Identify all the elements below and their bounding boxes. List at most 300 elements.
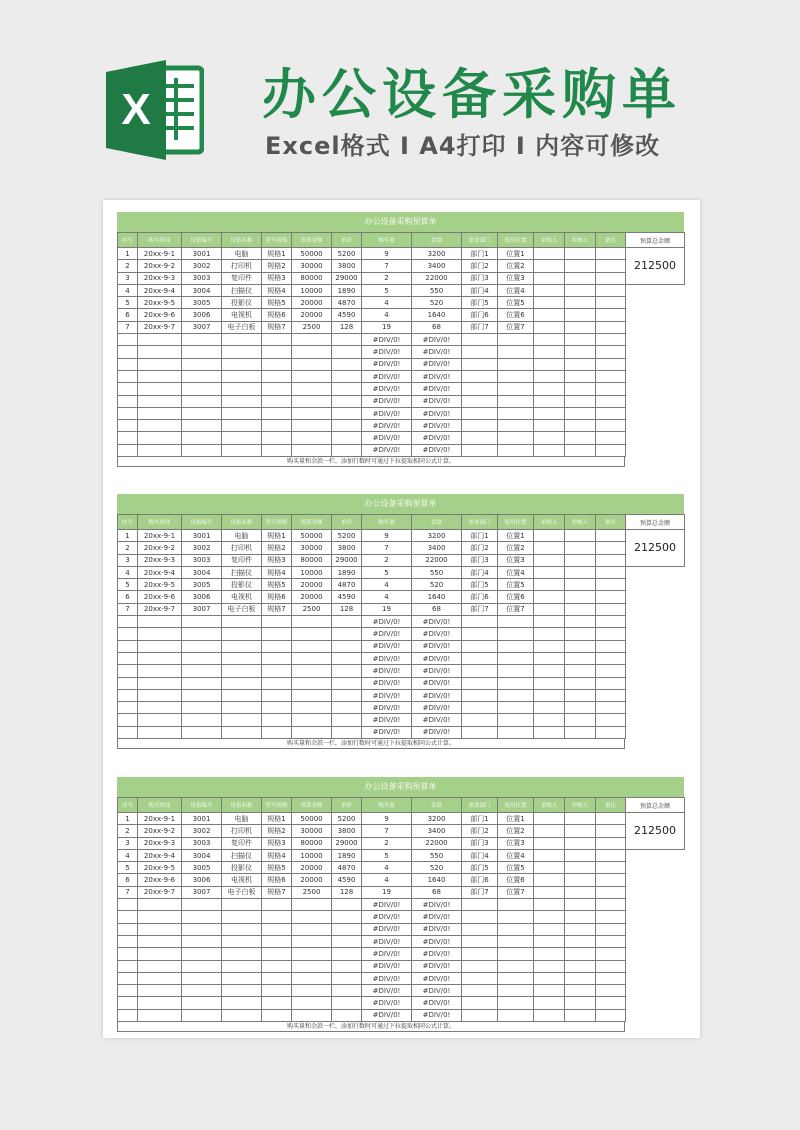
table-cell[interactable]: [498, 702, 534, 714]
table-cell[interactable]: [262, 652, 292, 664]
table-cell[interactable]: 电子白板: [222, 603, 262, 615]
table-cell[interactable]: [534, 334, 565, 346]
table-cell[interactable]: [565, 309, 596, 321]
table-cell[interactable]: [565, 1009, 596, 1021]
table-cell[interactable]: [222, 628, 262, 640]
table-cell[interactable]: 20xx-9-4: [138, 849, 182, 861]
table-cell[interactable]: [262, 689, 292, 701]
table-cell[interactable]: [565, 813, 596, 825]
formula-error-cell[interactable]: #DIV/0!: [412, 640, 462, 652]
table-cell[interactable]: 部门4: [462, 284, 498, 296]
table-cell[interactable]: [534, 874, 565, 886]
table-cell[interactable]: [534, 309, 565, 321]
table-cell[interactable]: 打印机: [222, 825, 262, 837]
table-cell[interactable]: 部门1: [462, 530, 498, 542]
formula-error-cell[interactable]: #DIV/0!: [362, 948, 412, 960]
table-cell[interactable]: [222, 358, 262, 370]
table-cell[interactable]: [565, 652, 596, 664]
table-cell[interactable]: 2: [362, 837, 412, 849]
table-cell[interactable]: 4870: [332, 862, 362, 874]
table-cell[interactable]: [498, 395, 534, 407]
table-cell[interactable]: [118, 960, 138, 972]
table-cell[interactable]: 3003: [182, 837, 222, 849]
table-cell[interactable]: [534, 444, 565, 456]
table-cell[interactable]: [534, 652, 565, 664]
table-cell[interactable]: 3005: [182, 862, 222, 874]
table-cell[interactable]: [222, 972, 262, 984]
table-cell[interactable]: [596, 825, 626, 837]
table-cell[interactable]: [534, 948, 565, 960]
table-cell[interactable]: [332, 726, 362, 738]
formula-error-cell[interactable]: #DIV/0!: [412, 726, 462, 738]
table-cell[interactable]: [292, 358, 332, 370]
formula-error-cell[interactable]: #DIV/0!: [412, 334, 462, 346]
table-cell[interactable]: [534, 837, 565, 849]
table-cell[interactable]: 1: [118, 248, 138, 260]
table-cell[interactable]: 1640: [412, 591, 462, 603]
table-cell[interactable]: [138, 652, 182, 664]
table-cell[interactable]: [118, 972, 138, 984]
table-cell[interactable]: 部门5: [462, 579, 498, 591]
table-cell[interactable]: 20xx-9-4: [138, 566, 182, 578]
table-cell[interactable]: [596, 923, 626, 935]
table-cell[interactable]: 3200: [412, 530, 462, 542]
table-cell[interactable]: [332, 714, 362, 726]
formula-error-cell[interactable]: #DIV/0!: [362, 358, 412, 370]
table-cell[interactable]: 电脑: [222, 530, 262, 542]
table-cell[interactable]: [596, 395, 626, 407]
formula-error-cell[interactable]: #DIV/0!: [362, 665, 412, 677]
table-cell[interactable]: [565, 432, 596, 444]
table-cell[interactable]: 20xx-9-6: [138, 874, 182, 886]
table-cell[interactable]: [565, 960, 596, 972]
table-cell[interactable]: [118, 985, 138, 997]
table-cell[interactable]: [596, 837, 626, 849]
table-cell[interactable]: [596, 420, 626, 432]
table-cell[interactable]: [222, 444, 262, 456]
table-cell[interactable]: 规格4: [262, 284, 292, 296]
table-cell[interactable]: 30000: [292, 825, 332, 837]
table-cell[interactable]: [565, 726, 596, 738]
table-cell[interactable]: [534, 1009, 565, 1021]
table-cell[interactable]: [534, 628, 565, 640]
formula-error-cell[interactable]: #DIV/0!: [362, 395, 412, 407]
table-cell[interactable]: [118, 726, 138, 738]
table-cell[interactable]: [534, 395, 565, 407]
table-cell[interactable]: 6: [118, 309, 138, 321]
table-cell[interactable]: [118, 407, 138, 419]
table-cell[interactable]: [596, 935, 626, 947]
table-cell[interactable]: [462, 689, 498, 701]
formula-error-cell[interactable]: #DIV/0!: [362, 383, 412, 395]
table-cell[interactable]: [332, 640, 362, 652]
table-cell[interactable]: [182, 395, 222, 407]
table-cell[interactable]: [565, 260, 596, 272]
formula-error-cell[interactable]: #DIV/0!: [412, 358, 462, 370]
table-cell[interactable]: [332, 334, 362, 346]
table-cell[interactable]: 5200: [332, 530, 362, 542]
table-cell[interactable]: 部门3: [462, 272, 498, 284]
table-cell[interactable]: [292, 985, 332, 997]
table-cell[interactable]: [182, 972, 222, 984]
table-cell[interactable]: 位置1: [498, 813, 534, 825]
table-cell[interactable]: [565, 825, 596, 837]
table-cell[interactable]: 20xx-9-1: [138, 248, 182, 260]
table-cell[interactable]: 部门7: [462, 886, 498, 898]
table-cell[interactable]: 10000: [292, 284, 332, 296]
table-cell[interactable]: 3: [118, 272, 138, 284]
formula-error-cell[interactable]: #DIV/0!: [412, 420, 462, 432]
table-cell[interactable]: [498, 383, 534, 395]
table-cell[interactable]: [596, 346, 626, 358]
table-cell[interactable]: [498, 960, 534, 972]
table-cell[interactable]: [498, 997, 534, 1009]
table-cell[interactable]: [262, 1009, 292, 1021]
table-cell[interactable]: 2: [362, 554, 412, 566]
table-cell[interactable]: 4: [118, 566, 138, 578]
table-cell[interactable]: [462, 948, 498, 960]
table-cell[interactable]: [222, 985, 262, 997]
table-cell[interactable]: 位置5: [498, 862, 534, 874]
table-cell[interactable]: [565, 383, 596, 395]
table-cell[interactable]: 7: [362, 542, 412, 554]
table-cell[interactable]: [462, 677, 498, 689]
table-cell[interactable]: [182, 689, 222, 701]
table-cell[interactable]: [222, 640, 262, 652]
table-cell[interactable]: [498, 677, 534, 689]
table-cell[interactable]: [262, 395, 292, 407]
formula-error-cell[interactable]: #DIV/0!: [362, 652, 412, 664]
table-cell[interactable]: [118, 652, 138, 664]
table-cell[interactable]: [292, 714, 332, 726]
table-cell[interactable]: [565, 972, 596, 984]
table-cell[interactable]: 20xx-9-7: [138, 886, 182, 898]
table-cell[interactable]: [182, 948, 222, 960]
table-cell[interactable]: [462, 1009, 498, 1021]
table-cell[interactable]: [596, 702, 626, 714]
formula-error-cell[interactable]: #DIV/0!: [362, 444, 412, 456]
table-cell[interactable]: [565, 886, 596, 898]
table-cell[interactable]: [118, 432, 138, 444]
table-cell[interactable]: 规格4: [262, 849, 292, 861]
table-cell[interactable]: [534, 579, 565, 591]
formula-error-cell[interactable]: #DIV/0!: [362, 985, 412, 997]
table-cell[interactable]: [534, 260, 565, 272]
table-cell[interactable]: [596, 334, 626, 346]
table-cell[interactable]: [222, 689, 262, 701]
formula-error-cell[interactable]: #DIV/0!: [362, 726, 412, 738]
table-cell[interactable]: [222, 395, 262, 407]
table-cell[interactable]: [565, 862, 596, 874]
table-cell[interactable]: [534, 862, 565, 874]
table-cell[interactable]: [222, 616, 262, 628]
table-cell[interactable]: [534, 370, 565, 382]
table-cell[interactable]: 2: [118, 542, 138, 554]
table-cell[interactable]: [596, 997, 626, 1009]
table-cell[interactable]: [565, 395, 596, 407]
table-cell[interactable]: 位置6: [498, 591, 534, 603]
table-cell[interactable]: [462, 346, 498, 358]
table-cell[interactable]: 1890: [332, 566, 362, 578]
formula-error-cell[interactable]: #DIV/0!: [412, 985, 462, 997]
table-cell[interactable]: [222, 383, 262, 395]
table-cell[interactable]: [262, 960, 292, 972]
table-cell[interactable]: 4870: [332, 579, 362, 591]
table-cell[interactable]: [118, 616, 138, 628]
formula-error-cell[interactable]: #DIV/0!: [412, 1009, 462, 1021]
table-cell[interactable]: 部门2: [462, 260, 498, 272]
table-cell[interactable]: 部门2: [462, 542, 498, 554]
formula-error-cell[interactable]: #DIV/0!: [412, 702, 462, 714]
table-cell[interactable]: 19: [362, 321, 412, 333]
table-cell[interactable]: [262, 899, 292, 911]
table-cell[interactable]: [534, 972, 565, 984]
table-cell[interactable]: [332, 997, 362, 1009]
table-cell[interactable]: 10000: [292, 849, 332, 861]
table-cell[interactable]: 2500: [292, 886, 332, 898]
table-cell[interactable]: 2500: [292, 321, 332, 333]
table-cell[interactable]: 规格2: [262, 825, 292, 837]
formula-error-cell[interactable]: #DIV/0!: [362, 628, 412, 640]
table-cell[interactable]: [138, 677, 182, 689]
table-cell[interactable]: [565, 640, 596, 652]
table-cell[interactable]: [596, 1009, 626, 1021]
table-cell[interactable]: 20xx-9-2: [138, 825, 182, 837]
table-cell[interactable]: [118, 444, 138, 456]
formula-error-cell[interactable]: #DIV/0!: [412, 960, 462, 972]
table-cell[interactable]: 4: [362, 591, 412, 603]
table-cell[interactable]: 7: [362, 260, 412, 272]
formula-error-cell[interactable]: #DIV/0!: [362, 370, 412, 382]
table-cell[interactable]: [534, 665, 565, 677]
table-cell[interactable]: [222, 997, 262, 1009]
table-cell[interactable]: [138, 640, 182, 652]
table-cell[interactable]: [138, 702, 182, 714]
table-cell[interactable]: [462, 444, 498, 456]
table-cell[interactable]: [498, 911, 534, 923]
table-cell[interactable]: 5: [118, 579, 138, 591]
table-cell[interactable]: 规格1: [262, 248, 292, 260]
table-cell[interactable]: [462, 911, 498, 923]
table-cell[interactable]: 位置4: [498, 284, 534, 296]
table-cell[interactable]: [462, 972, 498, 984]
formula-error-cell[interactable]: #DIV/0!: [412, 432, 462, 444]
table-cell[interactable]: 520: [412, 862, 462, 874]
table-cell[interactable]: 5200: [332, 248, 362, 260]
table-cell[interactable]: [462, 899, 498, 911]
table-cell[interactable]: [292, 1009, 332, 1021]
table-cell[interactable]: [332, 395, 362, 407]
formula-error-cell[interactable]: #DIV/0!: [362, 935, 412, 947]
table-cell[interactable]: 规格3: [262, 837, 292, 849]
table-cell[interactable]: 7: [118, 321, 138, 333]
table-cell[interactable]: [596, 616, 626, 628]
table-cell[interactable]: [292, 997, 332, 1009]
table-cell[interactable]: 位置2: [498, 825, 534, 837]
table-cell[interactable]: [332, 911, 362, 923]
table-cell[interactable]: [565, 542, 596, 554]
table-cell[interactable]: 1: [118, 813, 138, 825]
table-cell[interactable]: [332, 702, 362, 714]
table-cell[interactable]: [596, 432, 626, 444]
table-cell[interactable]: 扫描仪: [222, 566, 262, 578]
table-cell[interactable]: [222, 899, 262, 911]
table-cell[interactable]: [138, 407, 182, 419]
table-cell[interactable]: 10000: [292, 566, 332, 578]
table-cell[interactable]: [222, 370, 262, 382]
table-cell[interactable]: 复印件: [222, 837, 262, 849]
table-cell[interactable]: [534, 321, 565, 333]
table-cell[interactable]: 128: [332, 886, 362, 898]
table-cell[interactable]: [565, 370, 596, 382]
table-cell[interactable]: [596, 284, 626, 296]
table-cell[interactable]: [118, 370, 138, 382]
table-cell[interactable]: [462, 420, 498, 432]
table-cell[interactable]: [565, 603, 596, 615]
table-cell[interactable]: [292, 432, 332, 444]
formula-error-cell[interactable]: #DIV/0!: [362, 420, 412, 432]
formula-error-cell[interactable]: #DIV/0!: [412, 665, 462, 677]
table-cell[interactable]: [462, 334, 498, 346]
table-cell[interactable]: [565, 837, 596, 849]
table-cell[interactable]: [534, 825, 565, 837]
formula-error-cell[interactable]: #DIV/0!: [362, 689, 412, 701]
table-cell[interactable]: [262, 726, 292, 738]
formula-error-cell[interactable]: #DIV/0!: [412, 923, 462, 935]
table-cell[interactable]: 128: [332, 321, 362, 333]
table-cell[interactable]: [565, 358, 596, 370]
table-cell[interactable]: 部门4: [462, 566, 498, 578]
table-cell[interactable]: 3: [118, 554, 138, 566]
table-cell[interactable]: [332, 985, 362, 997]
table-cell[interactable]: [534, 603, 565, 615]
table-cell[interactable]: [332, 358, 362, 370]
table-cell[interactable]: [138, 911, 182, 923]
table-cell[interactable]: [596, 948, 626, 960]
table-cell[interactable]: [182, 702, 222, 714]
table-cell[interactable]: 20xx-9-6: [138, 309, 182, 321]
table-cell[interactable]: [138, 948, 182, 960]
table-cell[interactable]: 3400: [412, 542, 462, 554]
table-cell[interactable]: 80000: [292, 272, 332, 284]
table-cell[interactable]: [222, 677, 262, 689]
table-cell[interactable]: [118, 420, 138, 432]
table-cell[interactable]: 位置3: [498, 272, 534, 284]
table-cell[interactable]: 投影仪: [222, 862, 262, 874]
table-cell[interactable]: [498, 444, 534, 456]
table-cell[interactable]: 2: [118, 825, 138, 837]
table-cell[interactable]: [118, 640, 138, 652]
table-cell[interactable]: 7: [118, 603, 138, 615]
table-cell[interactable]: [596, 603, 626, 615]
table-cell[interactable]: 电视机: [222, 309, 262, 321]
table-cell[interactable]: [138, 628, 182, 640]
table-cell[interactable]: 7: [362, 825, 412, 837]
table-cell[interactable]: [534, 297, 565, 309]
formula-error-cell[interactable]: #DIV/0!: [412, 395, 462, 407]
table-cell[interactable]: 3800: [332, 542, 362, 554]
table-cell[interactable]: 位置5: [498, 579, 534, 591]
table-cell[interactable]: [292, 652, 332, 664]
table-cell[interactable]: 4590: [332, 591, 362, 603]
formula-error-cell[interactable]: #DIV/0!: [412, 370, 462, 382]
table-cell[interactable]: 20xx-9-3: [138, 837, 182, 849]
table-cell[interactable]: [565, 566, 596, 578]
table-cell[interactable]: 4: [362, 862, 412, 874]
table-cell[interactable]: 20xx-9-1: [138, 813, 182, 825]
table-cell[interactable]: [596, 714, 626, 726]
table-cell[interactable]: 20000: [292, 579, 332, 591]
table-cell[interactable]: [462, 702, 498, 714]
table-cell[interactable]: [182, 1009, 222, 1021]
table-cell[interactable]: [565, 899, 596, 911]
table-cell[interactable]: [138, 444, 182, 456]
table-cell[interactable]: [222, 935, 262, 947]
table-cell[interactable]: 部门6: [462, 874, 498, 886]
table-cell[interactable]: [596, 689, 626, 701]
table-cell[interactable]: [182, 726, 222, 738]
table-cell[interactable]: [534, 813, 565, 825]
table-cell[interactable]: [462, 997, 498, 1009]
table-cell[interactable]: 部门1: [462, 248, 498, 260]
table-cell[interactable]: [462, 714, 498, 726]
table-cell[interactable]: [182, 665, 222, 677]
table-cell[interactable]: [534, 591, 565, 603]
table-cell[interactable]: [332, 960, 362, 972]
table-cell[interactable]: 20xx-9-4: [138, 284, 182, 296]
table-cell[interactable]: 位置3: [498, 837, 534, 849]
table-cell[interactable]: [596, 260, 626, 272]
table-cell[interactable]: 3004: [182, 849, 222, 861]
table-cell[interactable]: [182, 334, 222, 346]
table-cell[interactable]: [498, 407, 534, 419]
table-cell[interactable]: [292, 972, 332, 984]
table-cell[interactable]: [498, 714, 534, 726]
table-cell[interactable]: [292, 383, 332, 395]
table-cell[interactable]: [498, 420, 534, 432]
table-cell[interactable]: 20xx-9-3: [138, 272, 182, 284]
table-cell[interactable]: [332, 677, 362, 689]
table-cell[interactable]: [565, 284, 596, 296]
table-cell[interactable]: [118, 935, 138, 947]
table-cell[interactable]: 电视机: [222, 591, 262, 603]
table-cell[interactable]: [596, 591, 626, 603]
table-cell[interactable]: [534, 935, 565, 947]
table-cell[interactable]: 规格6: [262, 309, 292, 321]
table-cell[interactable]: 部门3: [462, 837, 498, 849]
table-cell[interactable]: [534, 960, 565, 972]
table-cell[interactable]: 7: [118, 886, 138, 898]
table-cell[interactable]: [534, 677, 565, 689]
table-cell[interactable]: 20000: [292, 591, 332, 603]
table-cell[interactable]: [565, 530, 596, 542]
table-cell[interactable]: [565, 616, 596, 628]
table-cell[interactable]: 部门7: [462, 321, 498, 333]
table-cell[interactable]: 3400: [412, 825, 462, 837]
table-cell[interactable]: 投影仪: [222, 297, 262, 309]
table-cell[interactable]: 4: [362, 297, 412, 309]
table-cell[interactable]: [565, 689, 596, 701]
table-cell[interactable]: [262, 420, 292, 432]
table-cell[interactable]: [596, 370, 626, 382]
table-cell[interactable]: [332, 432, 362, 444]
table-cell[interactable]: 30000: [292, 260, 332, 272]
table-cell[interactable]: 4870: [332, 297, 362, 309]
formula-error-cell[interactable]: #DIV/0!: [412, 407, 462, 419]
table-cell[interactable]: [596, 530, 626, 542]
table-cell[interactable]: [565, 579, 596, 591]
table-cell[interactable]: [462, 395, 498, 407]
